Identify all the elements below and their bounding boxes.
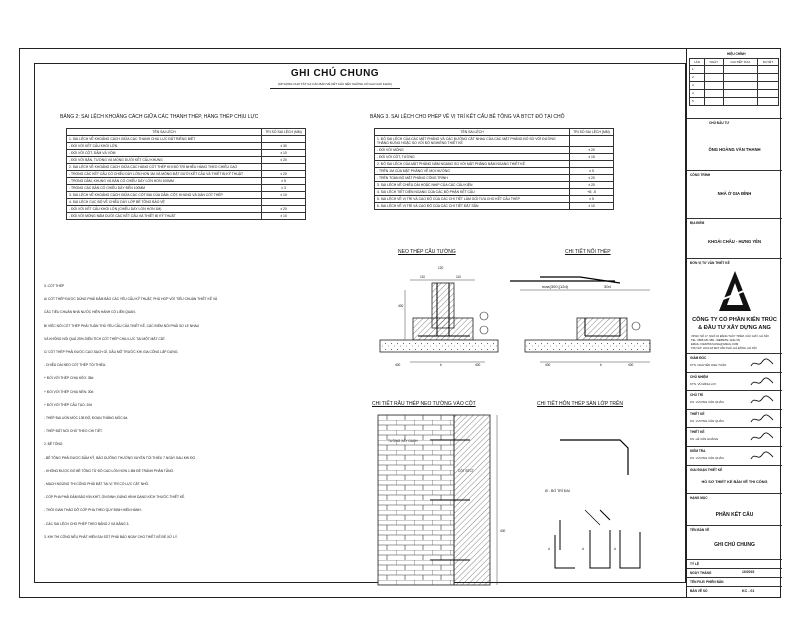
d-label-1: d (548, 547, 550, 551)
table2-row-name: - ĐỐI VỚI KẾT CẤU KHỐI LỚN (CHIỀU DÀY LỚN HƠN 1M) (67, 206, 262, 213)
investor-label: CHỦ ĐẦU TƯ (709, 121, 730, 125)
table3-row-name: 6. SAI LỆCH VỀ VỊ TRÍ VÀ CAO ĐỘ CỦA CÁC CHI TIẾT ĐẶT SẴN (375, 203, 570, 210)
revision-row (690, 66, 779, 74)
table3-row-name: - TRÊN 1M CỦA MẶT PHẲNG VỀ MỌI HƯỚNG (375, 168, 570, 175)
address-line: VPGD: SỐ 17, NGÕ 10 ĐẶNG THÙY TRÂM, CẦU GIẤY, HÀ NỘI (691, 335, 769, 338)
note-line: + ĐỐI VỚI THÉP CHỊU KÉO: 35d (44, 376, 94, 381)
investor-row (687, 118, 782, 170)
revision-cell (757, 90, 778, 98)
table3-row-name: - ĐỐI VỚI MÓNG (375, 147, 570, 154)
revision-grid (689, 58, 779, 106)
wall-label: TƯỜNG XÂY GẠCH (388, 439, 418, 443)
person-row (687, 409, 782, 428)
dim-b2: b (600, 363, 602, 367)
note-line: B/ VIỆC NỐI CỐT THÉP PHẢI TUÂN THỦ YÊU CẦU CỦA THIẾT KẾ, CÁC ĐIỂM NỐI PHẢI SO LE NHAU (44, 323, 200, 328)
revision-cell (705, 98, 724, 106)
table3-row-name: 1. ĐỘ SAI LỆCH CỦA CÁC MẶT PHẲNG VÀ CÁC ĐƯỜNG CẮT NHAU CỦA CÁC MẶT PHẲNG ĐÓ SO VỚI ĐƯỜNG THẲNG ĐỨNG HOẶC SO VỚI ĐỘ NGHIÊNG THIẾT KẾ (375, 136, 570, 147)
file-label: TÊN FILE/ PHIÊN BẢN (690, 580, 724, 584)
note-line: VÀ KHÔNG NỐI QUÁ 25% DIỆN TÍCH CỐT THÉP CHỊU LỰC TẠI MỘT MẶT CẮT. (44, 336, 166, 341)
dim-400d: 400 (545, 363, 551, 367)
table2-col-name: TÊN SAI LỆCH (67, 129, 262, 136)
revision-header: HIỆU CHỈNH (727, 52, 746, 56)
table3-row-value: ± 5 (570, 168, 614, 175)
sheet-row (687, 586, 782, 598)
signature (749, 450, 775, 462)
signature (749, 431, 775, 443)
table2-row-name: - TRONG DẦM, KHUNG VÀ BẢN CÓ CHIỀU DÀY LỚN HƠN 100MM (67, 178, 262, 185)
consultant-label: ĐƠN VỊ TƯ VẤN THIẾT KẾ (690, 261, 730, 265)
dim-120: 120 (438, 266, 444, 270)
person-role: CHỦ TRÌ (690, 393, 703, 397)
person-role: GIÁM ĐỐC (690, 356, 707, 360)
table3-row-value: ± 10 (570, 203, 614, 210)
note-line: A/ CỐT THÉP ĐƯỢC DÙNG PHẢI ĐẢM BẢO CÁC YÊU CẦU KỸ THUẬT, PHÙ HỢP VỚI TIÊU CHUẨN THIẾT KẾ VÀ (44, 297, 218, 302)
revision-cell (723, 98, 757, 106)
table2-row-name: - TRONG CÁC BẢN CÓ CHIỀU DÀY ĐẾN 100MM (67, 185, 262, 192)
note-line: 3. CỐT THÉP (44, 284, 65, 288)
table2-row-name: 1. SAI LỆCH VỀ KHOẢNG CÁCH GIỮA CÁC THANH CHỊU LỰC ĐẶT RIÊNG BIỆT (67, 136, 262, 143)
table3-row-value: ± 20 (570, 182, 614, 189)
note-line: - KHÔNG ĐƯỢC ĐỔ BÊ TÔNG TỪ ĐỘ CAO LỚN HƠN 1.5M ĐỂ TRÁNH PHÂN TẦNG. (44, 468, 175, 473)
revision-cell (705, 90, 724, 98)
revision-cell (705, 66, 724, 74)
stage-row (687, 465, 782, 493)
table2-col-value: TRỊ SỐ SAI LỆCH (MM) (262, 129, 306, 136)
dim-400a: 400 (398, 304, 404, 308)
note-line: - CÁC SAI LỆCH CHO PHÉP THEO BẢNG 2 VÀ BẢNG 3. (44, 521, 130, 526)
page-title: GHI CHÚ CHUNG (290, 68, 380, 79)
address-line: TEL: 0868 181 989 - WEBSITE: ANG.VN (691, 339, 740, 342)
date-row (687, 568, 782, 577)
table2-row-value: ± 30 (262, 143, 306, 150)
table3-row-value: ± 20 (570, 147, 614, 154)
drawing-label: TÊN BẢN VẼ (690, 528, 710, 532)
stirrup-label: Ø - BỐ TRÍ ĐAI (545, 489, 570, 493)
revision-no: 1 (690, 66, 705, 74)
column-label: CỘT BTCT (458, 469, 474, 473)
person-row (687, 446, 782, 465)
revision-col: LẦN (690, 59, 705, 66)
company-logo (717, 269, 753, 313)
revision-no: 2 (690, 74, 705, 82)
revision-cell (757, 98, 778, 106)
drawing-value: GHI CHÚ CHUNG (714, 542, 755, 548)
revision-row (690, 90, 779, 98)
detail-wall-steel-title: NEO THÉP CẤU TƯỜNG (398, 249, 456, 255)
revision-cell (757, 74, 778, 82)
table2-row-value: ± 5 (262, 178, 306, 185)
note-line: - CHIỀU DÀI NEO CỐT THÉP TỐI THIỂU: (44, 363, 107, 368)
dim-110a: 110 (420, 275, 426, 279)
location-value: KHOÁI CHÂU - HƯNG YÊN (708, 239, 761, 244)
signature (749, 413, 775, 425)
page-subtitle: (ÁP DỤNG CHO TẤT CẢ CÁC BẢN VẼ KẾT CẤU NẾU KHÔNG CÓ GHI CHÚ KHÁC) (277, 82, 393, 86)
table3-row-name: - TRÊN TOÀN BỘ MẶT PHẲNG CÔNG TRÌNH (375, 175, 570, 182)
revision-col: CHI TIẾT SỬA (723, 59, 757, 66)
person-name: KTS. VŨ ĐÌNH LỢI (690, 381, 716, 386)
dim-400c: 400 (475, 363, 481, 367)
revision-row (690, 82, 779, 90)
revision-no: 5 (690, 98, 705, 106)
table3-col-value: TRỊ SỐ SAI LỆCH (MM) (570, 129, 614, 136)
table2-row-value: ± 3 (262, 185, 306, 192)
table2-row-name: 3. SAI LỆCH VỀ KHOẢNG CÁCH GIỮA CÁC CỐT ĐAI CỦA DẦM, CỘT, KHUNG VÀ DÀN CỐT THÉP (67, 192, 262, 199)
person-name: KS. VƯƠNG VĂN QUÂN (690, 455, 724, 460)
table3-row-value: +8; -5 (570, 189, 614, 196)
stage-value: HỒ SƠ THIẾT KẾ BẢN VẼ THI CÔNG (701, 480, 768, 484)
table3-col-name: TÊN SAI LỆCH (375, 129, 570, 136)
revision-cell (757, 66, 778, 74)
revision-no: 4 (690, 90, 705, 98)
note-line: - CỐP PHA PHẢI ĐẢM BẢO KÍN KHÍT, ỔN ĐỊNH, ĐÚNG HÌNH DẠNG KÍCH THƯỚC THIẾT KẾ. (44, 495, 186, 500)
drawing-row (687, 525, 782, 559)
table2-row-value: ± 20 (262, 171, 306, 178)
table2-row-name: - TRONG CÁC KẾT CẤU CÓ CHIỀU DÀY LỚN HƠN 1M VÀ MÓNG ĐẶT DƯỚI KẾT CẤU VÀ THIẾT BỊ KỸ THUẬT (67, 171, 262, 178)
project-value: NHÀ Ở GIA ĐÌNH (717, 191, 752, 196)
scale-label: TỶ LỆ (690, 562, 700, 566)
investor-value: ÔNG HOÀNG VĂN THANH (708, 147, 761, 152)
table3-title: BẢNG 3. SAI LỆCH CHO PHÉP VỀ VỊ TRÍ KẾT CẤU BÊ TÔNG VÀ BTCT ĐỔ TẠI CHỖ (370, 114, 565, 120)
category-label: HẠNG MỤC (690, 496, 708, 500)
table3-row-value: ± 20 (570, 175, 614, 182)
person-name: KS. VƯƠNG VĂN QUÂN (690, 418, 724, 423)
person-row (687, 353, 782, 372)
sheet-label: BẢN VẼ SỐ (690, 589, 708, 593)
table2-row-value: ± 10 (262, 192, 306, 199)
note-line: C/ CỐT THÉP PHẢI ĐƯỢC CẠO SẠCH GỈ, DẦU MỠ TRƯỚC KHI GIA CÔNG LẮP DỰNG. (44, 350, 179, 354)
note-line: CÁC TIÊU CHUẨN NHÀ NƯỚC HIỆN HÀNH CÓ LIÊN QUAN. (44, 310, 136, 315)
revision-row (690, 74, 779, 82)
table2-row-name: - ĐỐI VỚI MÓNG NẰM DƯỚI CÁC KẾT CẤU VÀ THIẾT BỊ KỸ THUẬT (67, 213, 262, 220)
title-block (686, 48, 781, 598)
table2-row-value: ± 10 (262, 150, 306, 157)
signature (749, 357, 775, 369)
address-line: TRỤ SỞ: LK10-18 KĐT VĂN PHÚ, HÀ ĐÔNG, HÀ NỘI (691, 347, 757, 350)
revision-cell (723, 74, 757, 82)
revision-table (689, 58, 779, 106)
joint-length: max(300;(12d) (542, 284, 569, 289)
rebar-joint-detail (510, 277, 650, 362)
person-name: KTS. NGUYỄN ANH TUẤN (690, 363, 727, 367)
person-row (687, 427, 782, 446)
d-label-2: d (582, 547, 584, 551)
table2-row-name: - ĐỐI VỚI KẾT CẤU KHỐI LỚN (67, 143, 262, 150)
floor-layer-detail (555, 440, 640, 568)
table3-row-name: 5. SAI LỆCH VỀ VỊ TRÍ VÀ CAO ĐỘ CỦA CÁC CHI TIẾT LÀM GỐI TỰA CHO KẾT CẤU THÉP (375, 196, 570, 203)
person-role: THIẾT KẾ (690, 411, 705, 416)
revision-cell (723, 82, 757, 90)
category-value: PHẦN KẾT CẤU (715, 512, 754, 518)
table3-row-value: ± 15 (570, 154, 614, 161)
dim-400b: 400 (395, 363, 401, 367)
dim-110b: 110 (456, 275, 462, 279)
table3-row-name: 4. SAI LỆCH TIẾT DIỆN NGANG CỦA CÁC BỘ PHẬN KẾT CẤU (375, 189, 570, 196)
revision-no: 3 (690, 82, 705, 90)
category-row (687, 493, 782, 525)
company-name-2: & ĐẦU TƯ XÂY DỰNG ANG (698, 325, 771, 331)
revision-row (690, 98, 779, 106)
revision-cell (723, 90, 757, 98)
revision-cell (705, 82, 724, 90)
company-address (691, 335, 769, 351)
company-name-1: CÔNG TY CỔ PHẦN KIẾN TRÚC (692, 317, 777, 323)
revision-header-row (690, 59, 779, 66)
note-line: - THỜI GIAN THÁO DỠ CỐP PHA THEO QUY ĐỊNH HIỆN HÀNH. (44, 508, 142, 513)
note-line: 3. KHI THI CÔNG NẾU PHÁT HIỆN SAI SÓT PHẢI BÁO NGAY CHO THIẾT KẾ ĐỂ XỬ LÝ. (44, 534, 178, 539)
location-row (687, 218, 782, 258)
revision-cell (723, 66, 757, 74)
signature (749, 394, 775, 406)
person-row (687, 390, 782, 409)
revision-col: NGÀY (705, 59, 724, 66)
signature (749, 376, 775, 388)
dim-400f: 400 (500, 529, 506, 533)
table3-row-name: 2. ĐỘ SAI LỆCH CỦA MẶT PHẲNG NẰM NGANG SO VỚI MẶT PHẲNG NẰM NGANG THIẾT KẾ (375, 161, 570, 168)
table3-row-name: 3. SAI LỆCH VỀ CHIỀU DÀI HOẶC NHỊP CỦA CÁC CẤU KIỆN (375, 182, 570, 189)
person-row (687, 372, 782, 391)
d-label-3: d (614, 547, 616, 551)
note-line: + ĐỐI VỚI THÉP CHỊU NÉN: 30d (44, 389, 94, 394)
date-value: 10/2015 (742, 570, 755, 574)
person-role: CHỦ NHIỆM (690, 374, 709, 379)
table3-row-value: ± 5 (570, 196, 614, 203)
revision-cell (705, 74, 724, 82)
note-line: + ĐỐI VỚI THÉP CẤU TẠO: 20d (44, 402, 92, 407)
project-row (687, 170, 782, 206)
address-line: EMAIL: KIENTRUCANG@GMAIL.COM (691, 343, 739, 346)
wall-anchor-detail (380, 280, 498, 362)
table2-row-value: ± 20 (262, 157, 306, 164)
stage-label: GIAI ĐOẠN THIẾT KẾ (690, 468, 723, 472)
dim-400e: 400 (628, 363, 634, 367)
person-name: KS. VƯƠNG VĂN QUÂN (690, 400, 724, 404)
table2-row-value: ± 10 (262, 213, 306, 220)
person-role: THIẾT KẾ (690, 430, 705, 434)
scale-row (687, 559, 782, 568)
note-line: - BÊ TÔNG PHẢI ĐƯỢC ĐẦM KỸ, BẢO DƯỠNG THƯỜNG XUYÊN TỐI THIỂU 7 NGÀY SAU KHI ĐỔ. (44, 455, 197, 460)
revision-col: DUYỆT (757, 59, 778, 66)
project-label: CÔNG TRÌNH (690, 173, 711, 177)
joint-30d: 30d (604, 284, 611, 289)
detail-rebar-joint-title: CHI TIẾT NỐI THÉP (565, 249, 611, 255)
file-row (687, 577, 782, 586)
table2-row-name: - ĐỐI VỚI CỘT, DẦM VÀ VÒM (67, 150, 262, 157)
note-line: - MẠCH NGỪNG THI CÔNG PHẢI ĐẶT TẠI VỊ TRÍ CÓ LỰC CẮT NHỎ. (44, 482, 149, 486)
note-line: - THÉP ĐAI UỐN MÓC 135 ĐỘ, ĐOẠN THẲNG MÓC 6d. (44, 416, 129, 420)
date-label: NGÀY THÁNG (690, 571, 712, 575)
person-name: KS. LÊ VĂN HOÀNG (690, 437, 719, 441)
dim-b1: b (440, 363, 442, 367)
revision-cell (757, 82, 778, 90)
note-line: 2. BÊ TÔNG (44, 442, 63, 447)
table3-row-name: - ĐỐI VỚI CỘT, TƯỜNG (375, 154, 570, 161)
table2-row-value: ± 20 (262, 206, 306, 213)
table2-row-name: 4. SAI LỆCH CỤC BỘ VỀ CHIỀU DÀY LỚP BÊ TÔNG BẢO VỆ (67, 199, 262, 206)
person-role: KIỂM TRA (690, 448, 706, 453)
detail-wall-column-title: CHI TIẾT RÂU THÉP NEO TƯỜNG VÀO CỘT (372, 401, 476, 407)
table2-title: BẢNG 2: SAI LỆCH KHOẢNG CÁCH GIỮA CÁC THANH THÉP, HÀNG THÉP CHỊU LỰC (60, 114, 259, 120)
table2-row-name: 2. SAI LỆCH VỀ KHOẢNG CÁCH GIỮA CÁC HÀNG CỐT THÉP KHI BỐ TRÍ NHIỀU HÀNG THEO CHIỀU CAO (67, 164, 262, 171)
detail-floor-layer-title: CHI TIẾT HÔN THÉP SÀN LỚP TRÊN (537, 401, 623, 407)
sheet-value: KC - 01 (742, 589, 755, 593)
location-label: ĐỊA ĐIỂM (690, 221, 705, 225)
table2-row-name: - ĐỐI VỚI BẢN, TƯỜNG VÀ MÓNG DƯỚI KẾT CẤU KHUNG (67, 157, 262, 164)
note-line: - THÉP ĐẶT NỐI CHỜ THEO CHI TIẾT. (44, 429, 103, 434)
